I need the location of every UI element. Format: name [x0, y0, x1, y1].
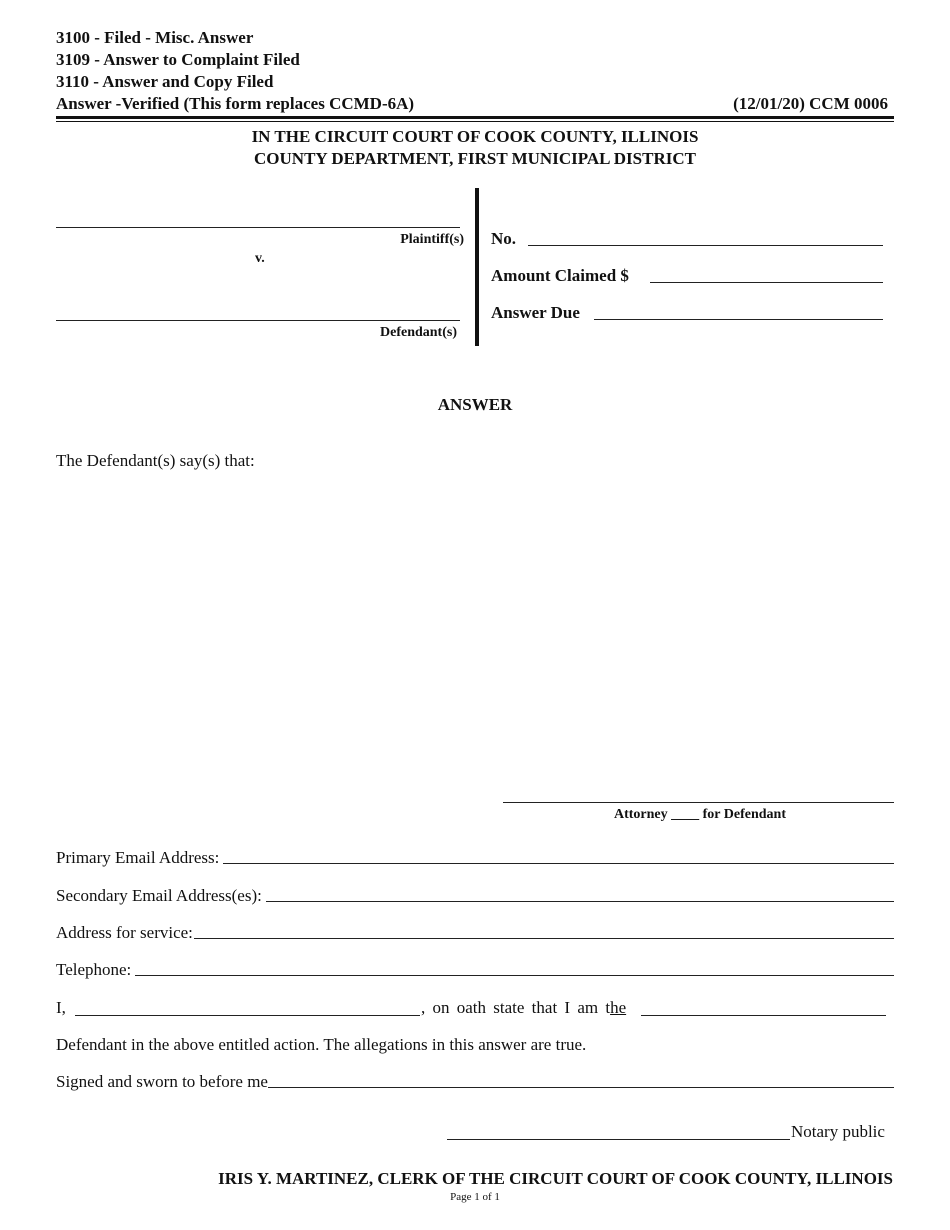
secondary-email-label: Secondary Email Address(es): [56, 886, 262, 905]
header-rule-thin [56, 121, 894, 122]
primary-email-row [56, 848, 894, 868]
telephone-label: Telephone: [56, 960, 132, 979]
oath-statement [421, 998, 626, 1018]
answer-due-line[interactable] [594, 319, 883, 320]
clerk-footer: IRIS Y. MARTINEZ, CLERK OF THE CIRCUIT COURT OF COOK COUNTY, ILLINOIS [218, 1169, 893, 1188]
versus-label: v. [255, 251, 265, 266]
defendant-line[interactable] [56, 320, 460, 321]
attorney-signature-line[interactable] [503, 802, 894, 803]
sworn-row [56, 1072, 894, 1092]
oath-name-field[interactable] [75, 1015, 420, 1016]
header-rule-thick [56, 116, 894, 119]
code-3110: 3110 - Answer and Copy Filed [56, 72, 274, 91]
attorney-label: Attorney ____ for Defendant [614, 807, 786, 822]
sworn-field[interactable] [268, 1087, 894, 1088]
notary-signature-line[interactable] [447, 1139, 790, 1140]
case-no-label: No. [491, 229, 517, 248]
primary-email-field[interactable] [223, 863, 894, 864]
address-row [56, 923, 894, 943]
form-codes [56, 27, 414, 115]
address-field[interactable] [194, 938, 894, 939]
telephone-field[interactable] [135, 975, 894, 976]
address-label: Address for service: [56, 923, 193, 942]
secondary-email-field[interactable] [266, 901, 894, 902]
answer-body-area[interactable] [56, 478, 894, 778]
caption-divider [475, 188, 479, 346]
defendant-label: Defendant(s) [380, 325, 457, 340]
court-line-2: COUNTY DEPARTMENT, FIRST MUNICIPAL DISTRICT [254, 149, 696, 168]
page-number: Page 1 of 1 [450, 1191, 500, 1203]
plaintiff-label: Plaintiff(s) [400, 232, 464, 247]
plaintiff-line[interactable] [56, 227, 460, 228]
code-3100: 3100 - Filed - Misc. Answer [56, 28, 254, 47]
court-heading [0, 126, 950, 170]
form-id: (12/01/20) CCM 0006 [733, 94, 888, 113]
primary-email-label: Primary Email Address: [56, 848, 220, 867]
oath-i-label: I, [56, 998, 66, 1017]
intro-text: The Defendant(s) say(s) that: [56, 451, 255, 470]
amount-claimed-line[interactable] [650, 282, 883, 283]
oath-line-2: Defendant in the above entitled action. The allegations in this answer are true. [56, 1035, 587, 1054]
telephone-row [56, 960, 894, 980]
answer-due-label: Answer Due [491, 303, 580, 322]
oath-mid-text: , on oath state that I am t [421, 998, 611, 1017]
court-line-1: IN THE CIRCUIT COURT OF COOK COUNTY, ILLINOIS [251, 127, 699, 146]
case-no-line[interactable] [528, 245, 883, 246]
amount-claimed-label: Amount Claimed $ [491, 266, 629, 285]
notary-label: Notary public [791, 1122, 885, 1141]
sworn-label: Signed and sworn to before me [56, 1072, 268, 1091]
oath-role-field[interactable] [641, 1015, 886, 1016]
code-3109: 3109 - Answer to Complaint Filed [56, 50, 300, 69]
secondary-email-row [56, 886, 894, 906]
code-answer-verified: Answer -Verified (This form replaces CCMD-6A) [56, 94, 415, 113]
oath-the-underlined: he [610, 998, 627, 1017]
answer-title: ANSWER [437, 395, 513, 414]
